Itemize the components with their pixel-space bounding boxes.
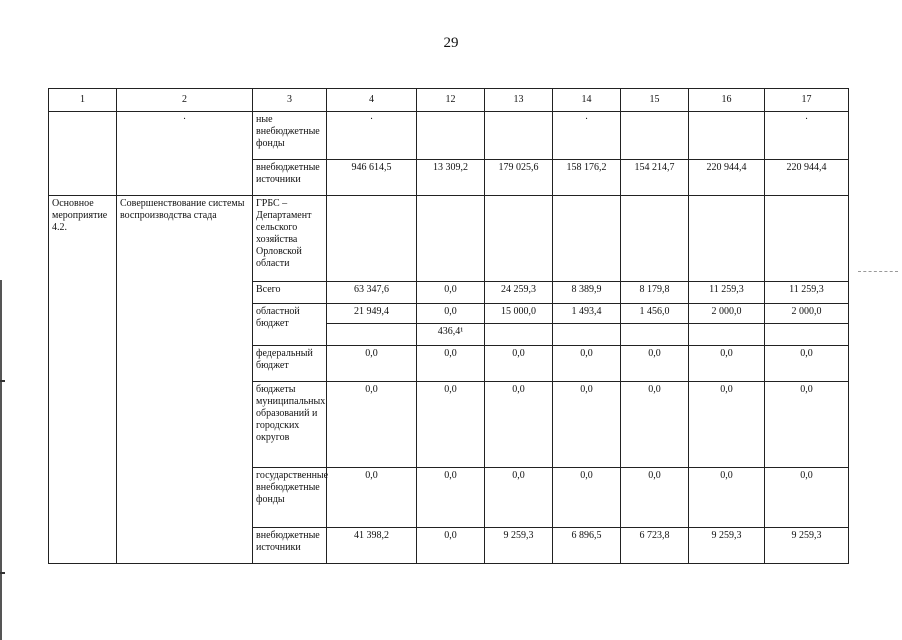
value-cell: 0,0: [621, 346, 689, 382]
value-cell: 0,0: [417, 282, 485, 304]
value-cell: [689, 324, 765, 346]
value-cell: 24 259,3: [485, 282, 553, 304]
value-cell: 0,0: [327, 382, 417, 468]
value-cell: [417, 196, 485, 282]
funding-source-label: внебюджетные источники: [253, 528, 327, 564]
value-cell: 0,0: [621, 382, 689, 468]
value-cell: 2 000,0: [765, 304, 849, 324]
funding-source-label: бюджеты муниципальных образований и городских округов: [253, 382, 327, 468]
activity-code-cell: [49, 112, 117, 196]
value-cell: 0,0: [327, 346, 417, 382]
scan-edge-line: [0, 280, 2, 640]
scan-tick: [0, 572, 5, 574]
value-cell: 1 456,0: [621, 304, 689, 324]
value-cell: [327, 324, 417, 346]
value-cell: 11 259,3: [765, 282, 849, 304]
value-cell: 436,4¹: [417, 324, 485, 346]
value-cell: 0,0: [765, 468, 849, 528]
value-cell: 0,0: [417, 304, 485, 324]
value-cell: 154 214,7: [621, 160, 689, 196]
value-cell: [553, 112, 621, 160]
col-header: 3: [253, 89, 327, 112]
value-cell: 946 614,5: [327, 160, 417, 196]
funding-source-label: ные внебюджетные фонды: [253, 112, 327, 160]
value-cell: [553, 196, 621, 282]
value-cell: 21 949,4: [327, 304, 417, 324]
value-cell: 0,0: [689, 346, 765, 382]
stray-mark: ·: [804, 114, 809, 125]
col-header: 2: [117, 89, 253, 112]
activity-name-cell: Совершенствование системы воспроизводства стада: [117, 196, 253, 564]
value-cell: 8 179,8: [621, 282, 689, 304]
value-cell: 0,0: [553, 382, 621, 468]
col-header: 15: [621, 89, 689, 112]
page-number: 29: [443, 35, 459, 51]
value-cell: 0,0: [417, 382, 485, 468]
stray-mark: ·: [182, 114, 187, 125]
value-cell: [765, 324, 849, 346]
col-header: 1: [49, 89, 117, 112]
budget-table: [48, 88, 849, 564]
value-cell: 0,0: [765, 382, 849, 468]
value-cell: [765, 112, 849, 160]
value-cell: 41 398,2: [327, 528, 417, 564]
value-cell: [765, 196, 849, 282]
value-cell: 0,0: [417, 346, 485, 382]
col-header: 17: [765, 89, 849, 112]
value-cell: [689, 112, 765, 160]
value-cell: 0,0: [553, 346, 621, 382]
activity-code-cell: Основное мероприятие 4.2.: [49, 196, 117, 564]
value-cell: 1 493,4: [553, 304, 621, 324]
stray-mark: ·: [584, 114, 589, 125]
value-cell: 0,0: [553, 468, 621, 528]
stray-mark: ·: [369, 114, 374, 125]
value-cell: [621, 324, 689, 346]
value-cell: 13 309,2: [417, 160, 485, 196]
value-cell: [417, 112, 485, 160]
col-header: 16: [689, 89, 765, 112]
value-cell: 6 896,5: [553, 528, 621, 564]
value-cell: 8 389,9: [553, 282, 621, 304]
value-cell: 158 176,2: [553, 160, 621, 196]
value-cell: [327, 196, 417, 282]
value-cell: 9 259,3: [485, 528, 553, 564]
value-cell: [485, 324, 553, 346]
value-cell: [485, 196, 553, 282]
funding-source-label: Всего: [253, 282, 327, 304]
value-cell: 9 259,3: [765, 528, 849, 564]
value-cell: 11 259,3: [689, 282, 765, 304]
col-header: 12: [417, 89, 485, 112]
value-cell: 0,0: [485, 468, 553, 528]
value-cell: 0,0: [765, 346, 849, 382]
grbs-cell: ГРБС – Департамент сельского хозяйства Орловской области: [253, 196, 327, 282]
value-cell: 0,0: [689, 382, 765, 468]
col-header: 13: [485, 89, 553, 112]
value-cell: 15 000,0: [485, 304, 553, 324]
scan-artifact: [858, 271, 898, 272]
value-cell: 0,0: [417, 468, 485, 528]
value-cell: 9 259,3: [689, 528, 765, 564]
value-cell: 0,0: [327, 468, 417, 528]
value-cell: [689, 196, 765, 282]
table-row: [49, 196, 849, 282]
value-cell: 0,0: [621, 468, 689, 528]
value-cell: 0,0: [417, 528, 485, 564]
col-header: 4: [327, 89, 417, 112]
value-cell: [485, 112, 553, 160]
header-row: [49, 89, 849, 112]
value-cell: [621, 196, 689, 282]
value-cell: 0,0: [485, 382, 553, 468]
funding-source-label: федеральный бюджет: [253, 346, 327, 382]
value-cell: 220 944,4: [689, 160, 765, 196]
table-row: [49, 112, 849, 160]
value-cell: 179 025,6: [485, 160, 553, 196]
scan-tick: [0, 380, 5, 382]
value-cell: [327, 112, 417, 160]
value-cell: 0,0: [485, 346, 553, 382]
activity-name-cell: [117, 112, 253, 196]
value-cell: 220 944,4: [765, 160, 849, 196]
funding-source-label: внебюджетные источники: [253, 160, 327, 196]
value-cell: 63 347,6: [327, 282, 417, 304]
value-cell: 6 723,8: [621, 528, 689, 564]
funding-source-label: государственные внебюджетные фонды: [253, 468, 327, 528]
col-header: 14: [553, 89, 621, 112]
value-cell: [553, 324, 621, 346]
value-cell: 2 000,0: [689, 304, 765, 324]
value-cell: 0,0: [689, 468, 765, 528]
value-cell: [621, 112, 689, 160]
funding-source-label: областной бюджет: [253, 304, 327, 346]
